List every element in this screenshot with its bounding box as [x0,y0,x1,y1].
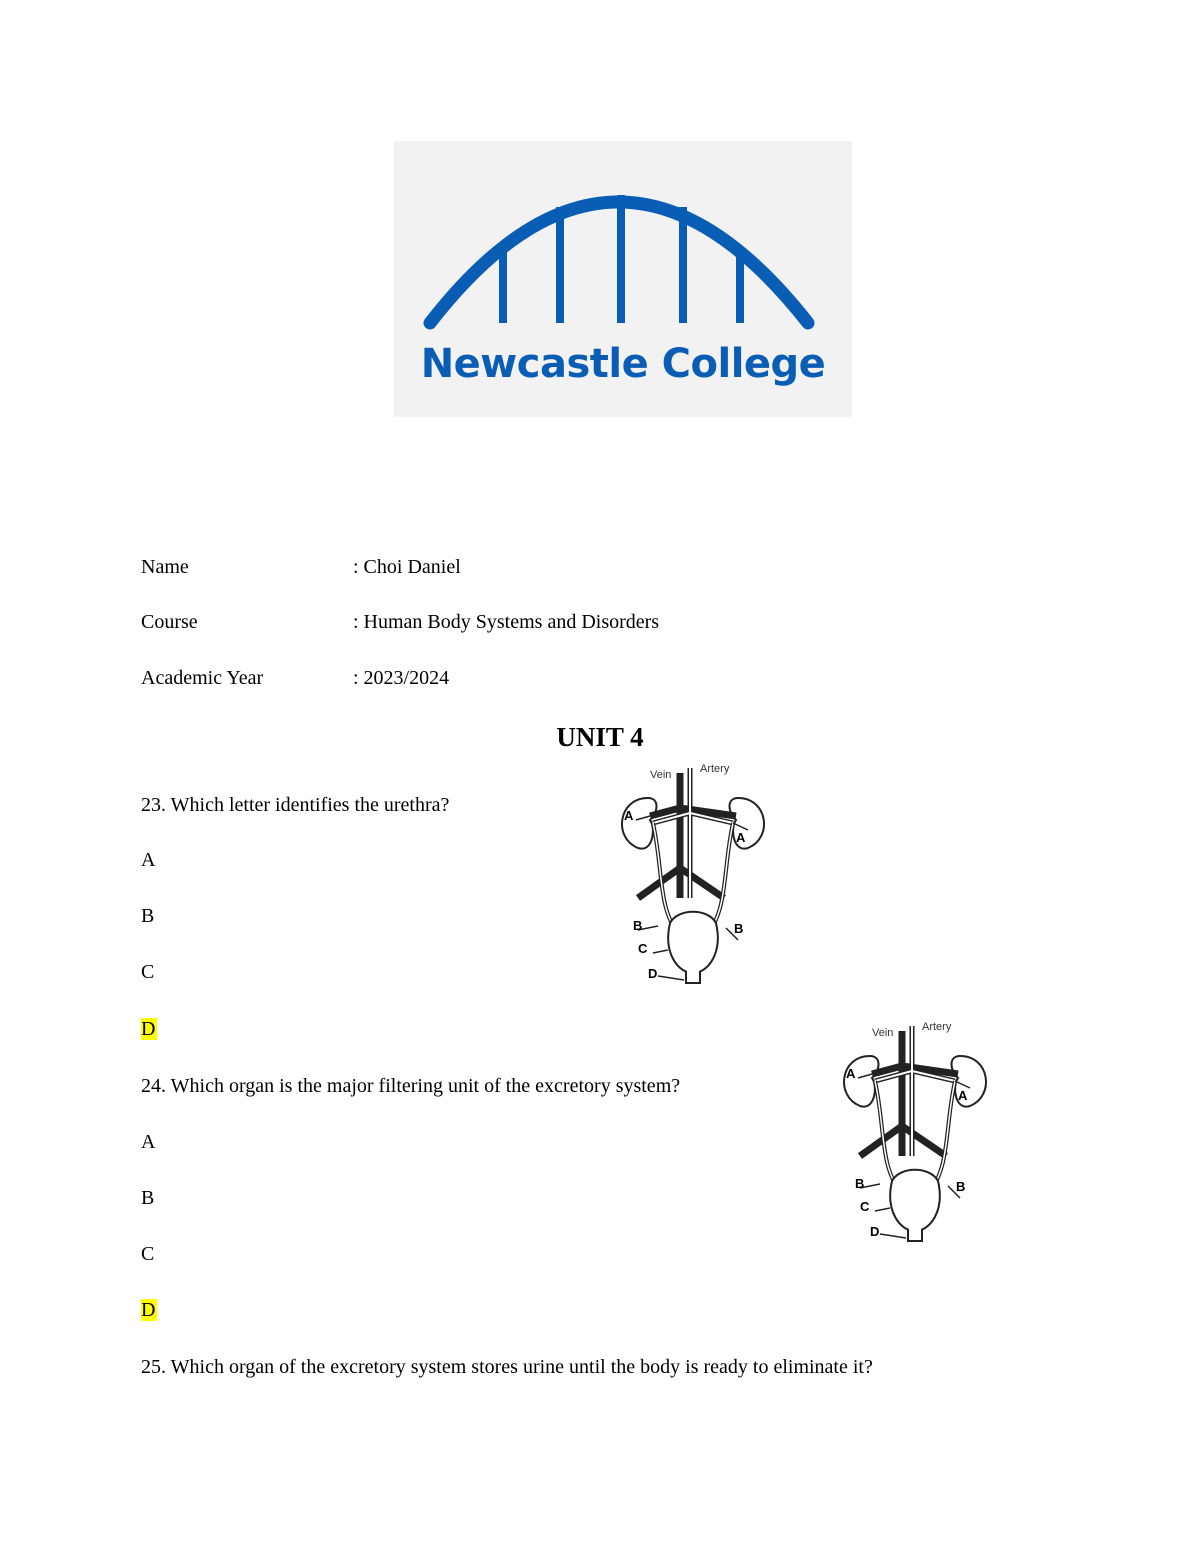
course-label: Course [141,611,198,633]
unit-title: UNIT 4 [556,722,644,752]
q24-option-b: B [141,1187,155,1209]
letter-c: C [638,941,648,956]
course-value: : Human Body Systems and Disorders [353,611,660,633]
urinary-system-diagram [608,758,783,988]
year-label: Academic Year [141,667,264,689]
letter-b-right-2: B [956,1179,966,1194]
letter-a-left: A [624,808,634,823]
q23-option-b: B [141,905,155,927]
urinary-system-diagram-2 [830,1016,1005,1246]
letter-b-left-2: B [855,1176,865,1191]
bridge-arch-icon [394,141,852,341]
college-logo [394,141,852,417]
question-25: 25. Which organ of the excretory system stores urine until the body is ready to eliminate it? [141,1356,873,1378]
letter-d: D [648,966,658,981]
vein-label: Vein [650,769,672,781]
vein-label-2: Vein [872,1027,894,1039]
q23-option-c: C [141,961,155,983]
letter-d-2: D [870,1224,880,1239]
name-value: : Choi Daniel [353,556,461,578]
question-24: 24. Which organ is the major filtering unit of the excretory system? [141,1075,681,1097]
letter-b-left: B [633,918,643,933]
letter-b-right: B [734,921,744,936]
highlighted-answer-2: D [141,1299,156,1321]
letter-a-right-2: A [958,1088,968,1103]
q24-option-d-highlighted [141,1298,157,1322]
q23-option-a: A [141,849,156,871]
year-value: : 2023/2024 [353,667,450,689]
artery-label: Artery [700,763,730,775]
artery-label-2: Artery [922,1021,952,1033]
letter-c-2: C [860,1199,870,1214]
q23-option-d-highlighted [141,1017,157,1041]
q24-option-c: C [141,1243,155,1265]
logo-text: Newcastle College [420,341,826,387]
question-23: 23. Which letter identifies the urethra? [141,794,450,816]
name-label: Name [141,556,189,578]
q24-option-a: A [141,1131,156,1153]
highlighted-answer: D [141,1018,156,1040]
letter-a-right: A [736,830,746,845]
letter-a-left-2: A [846,1066,856,1081]
